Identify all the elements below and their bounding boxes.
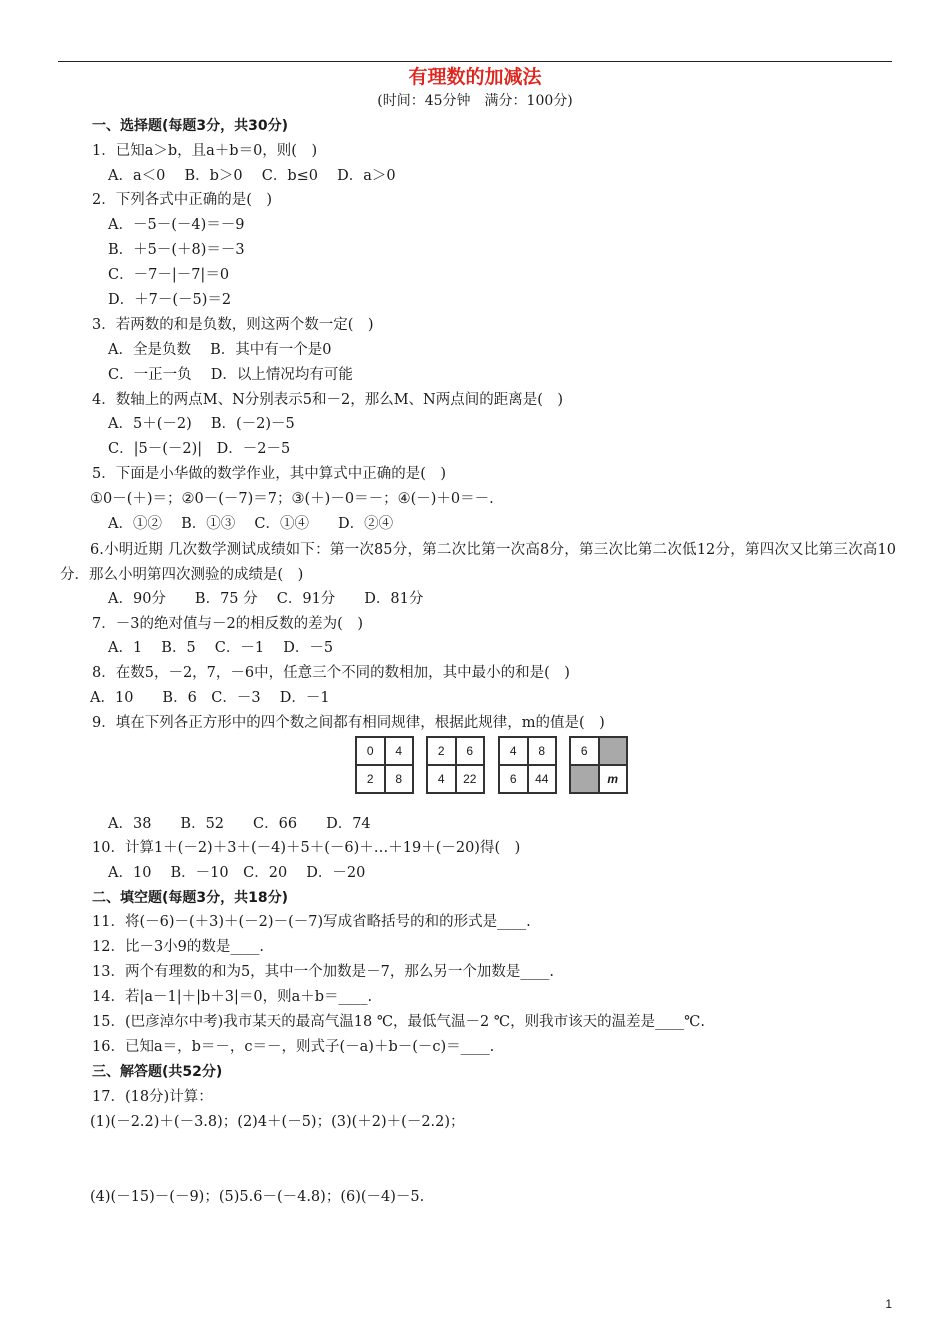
square-cell: 4 [427, 765, 456, 793]
number-square [355, 736, 414, 794]
question-14: 14．若|a－1|＋|b＋3|＝0，则a＋b＝____. [92, 989, 373, 1005]
question-2-option-b: B．＋5－(＋8)＝－3 [108, 242, 245, 258]
question-8: 8．在数5，－2，7，－6中，任意三个不同的数相加，其中最小的和是( ) [92, 665, 570, 681]
section-heading-solve: 三、解答题(共52分) [92, 1064, 223, 1080]
question-6: 6.小明近期 几次数学测试成绩如下：第一次85分，第二次比第一次高8分，第三次比第二次低12分，第四次又比第三次高10分．那么小明第四次测验的成绩是( ) [60, 542, 896, 583]
question-5: 5．下面是小华做的数学作业，其中算式中正确的是( ) [92, 466, 447, 482]
square-cell: 8 [528, 737, 557, 765]
number-square-unknown [569, 736, 628, 794]
question-15: 15．(巴彦淖尔中考)我市某天的最高气温18 ℃，最低气温－2 ℃，则我市该天的温差是____℃. [92, 1014, 705, 1030]
square-cell: 4 [385, 737, 414, 765]
question-13: 13．两个有理数的和为5，其中一个加数是－7，那么另一个加数是____. [92, 964, 555, 980]
square-cell: 6 [499, 765, 528, 793]
section-heading-choice: 一、选择题(每题3分，共30分) [92, 118, 289, 134]
square-cell: 4 [499, 737, 528, 765]
question-2-option-d: D．＋7－(－5)＝2 [108, 292, 232, 308]
square-cell: 2 [356, 765, 385, 793]
square-cell: 2 [427, 737, 456, 765]
number-square [498, 736, 557, 794]
question-16: 16．已知a＝，b＝－，c＝－，则式子(－a)＋b－(－c)＝____. [92, 1039, 495, 1055]
square-cell: 44 [528, 765, 557, 793]
question-1-options: A．a＜0 B．b＞0 C．b≤0 D．a＞0 [108, 168, 396, 184]
question-4: 4．数轴上的两点M、N分别表示5和－2，那么M、N两点间的距离是( ) [92, 392, 564, 408]
question-4-options-ab: A．5＋(－2) B．(－2)－5 [108, 416, 295, 432]
question-2-option-a: A．－5－(－4)＝－9 [108, 217, 245, 233]
square-cell: 0 [356, 737, 385, 765]
question-3-options-cd: C．一正一负 D．以上情况均有可能 [108, 367, 353, 383]
question-7: 7．－3的绝对值与－2的相反数的差为( ) [92, 616, 363, 632]
question-12: 12．比－3小9的数是____. [92, 939, 265, 955]
section-heading-fill: 二、填空题(每题3分，共18分) [92, 890, 289, 906]
question-3-options-ab: A．全是负数 B．其中有一个是0 [108, 342, 332, 358]
number-square [426, 736, 485, 794]
shaded-cell [570, 765, 599, 793]
question-6-options: A．90分 B．75 分 C．91分 D．81分 [108, 591, 424, 607]
question-17-part-b: (4)(－15)－(－9)；(5)5.6－(－4.8)；(6)(－4)－5. [90, 1189, 425, 1205]
question-17: 17．(18分)计算： [92, 1089, 213, 1105]
shaded-cell [599, 737, 628, 765]
question-10-options: A．10 B．－10 C．20 D．－20 [108, 865, 366, 881]
question-10: 10．计算1＋(－2)＋3＋(－4)＋5＋(－6)＋…＋19＋(－20)得( ) [92, 840, 521, 856]
question-5-options: A．①② B．①③ C．①④ D．②④ [108, 516, 394, 532]
square-cell: 8 [385, 765, 414, 793]
square-cell: 6 [570, 737, 599, 765]
question-9: 9．填在下列各正方形中的四个数之间都有相同规律，根据此规律，m的值是( ) [92, 715, 605, 731]
question-11: 11．将(－6)－(＋3)＋(－2)－(－7)写成省略括号的和的形式是____. [92, 914, 531, 930]
unknown-m-cell: m [599, 765, 628, 793]
question-17-part-a: (1)(－2.2)＋(－3.8)；(2)4＋(－5)；(3)(＋2)＋(－2.2)； [90, 1114, 465, 1130]
header-rule [58, 61, 892, 62]
question-2: 2．下列各式中正确的是( ) [92, 192, 273, 208]
question-2-option-c: C．－7－|－7|＝0 [108, 267, 230, 283]
square-cell: 6 [456, 737, 485, 765]
page-subtitle: (时间：45分钟 满分：100分) [377, 93, 573, 109]
page-number: 1 [885, 1297, 892, 1311]
page-title: 有理数的加减法 [408, 66, 542, 88]
question-1: 1．已知a＞b，且a＋b＝0，则( ) [92, 143, 318, 159]
question-4-options-cd: C．|5－(－2)| D．－2－5 [108, 441, 291, 457]
square-cell: 22 [456, 765, 485, 793]
question-8-options: A．10 B．6 C．－3 D．－1 [90, 690, 330, 706]
question-7-options: A．1 B．5 C．－1 D．－5 [108, 640, 334, 656]
question-5-statements: ①0－(＋)＝；②0－(－7)＝7；③(＋)－0＝－；④(－)＋0＝－. [90, 491, 494, 507]
question-9-options: A．38 B．52 C．66 D．74 [108, 816, 371, 832]
question-3: 3．若两数的和是负数，则这两个数一定( ) [92, 317, 374, 333]
